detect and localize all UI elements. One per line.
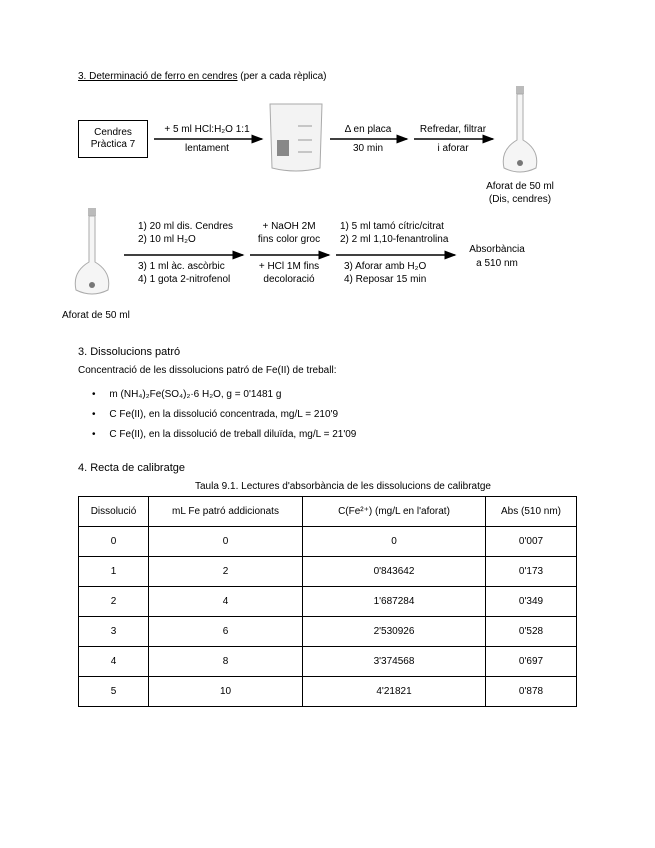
patro-bullets <box>92 385 356 445</box>
bullet-text: C Fe(II), en la dissolució concentrada, mg/L = 210'9 <box>109 409 339 420</box>
table-caption: Taula 9.1. Lectures d'absorbància de les dissolucions de calibratge <box>195 481 491 492</box>
caption-line: Aforat de 50 ml <box>486 181 554 192</box>
line: decoloració <box>263 274 315 285</box>
box-line: Pràctica 7 <box>90 139 136 150</box>
table-cell: 3'374568 <box>303 647 486 677</box>
table-header-row <box>79 497 577 527</box>
table-cell: 0'878 <box>486 677 577 707</box>
table-cell: 0'528 <box>486 617 577 647</box>
step3-below: i aforar <box>437 143 469 154</box>
line: 1) 20 ml dis. Cendres <box>138 221 234 232</box>
table-cell: 4 <box>149 587 303 617</box>
section-title-patro: 3. Dissolucions patró <box>78 346 181 358</box>
table-cell: 0'173 <box>486 557 577 587</box>
table-cell: 0'007 <box>486 527 577 557</box>
patro-intro: Concentració de les dissolucions patró de Fe(II) de treball: <box>78 365 337 376</box>
table-cell: 0 <box>303 527 486 557</box>
bullet-text: C Fe(II), en la dissolució de treball diluïda, mg/L = 21'09 <box>109 429 357 440</box>
line: 1) 5 ml tamó cítric/citrat <box>340 221 444 232</box>
line: Absorbància <box>469 244 525 255</box>
table-cell: 2 <box>149 557 303 587</box>
line: 2) 10 ml H₂O <box>138 234 196 245</box>
table-row <box>79 527 577 557</box>
table-row <box>79 617 577 647</box>
caption-line: (Dis, cendres) <box>488 194 552 205</box>
bullet-item: • C Fe(II), en la dissolució de treball diluïda, mg/L = 21'09 <box>92 429 357 440</box>
table-cell: 5 <box>79 677 149 707</box>
table-cell: 8 <box>149 647 303 677</box>
table-cell: 2 <box>79 587 149 617</box>
table-cell: 4 <box>79 647 149 677</box>
line: + HCl 1M fins <box>258 261 320 272</box>
table-row <box>79 677 577 707</box>
line: a 510 nm <box>476 258 518 269</box>
step2-above: Δ en placa <box>344 124 392 135</box>
title-main: 3. Determinació de ferro en cendres <box>78 71 238 82</box>
bullet-text: m (NH₄)₂Fe(SO₄)₂·6 H₂O, g = 0'1481 g <box>109 389 282 400</box>
table-row <box>79 587 577 617</box>
header-cell: C(Fe²⁺) (mg/L en l'aforat) <box>303 497 486 527</box>
table-cell: 2'530926 <box>303 617 486 647</box>
step5-above <box>250 220 328 246</box>
header-cell: Dissolució <box>79 497 149 527</box>
step6-below <box>344 260 426 286</box>
table-cell: 1'687284 <box>303 587 486 617</box>
beaker-icon <box>270 104 322 171</box>
flask1-caption <box>480 180 560 206</box>
table-row <box>79 557 577 587</box>
step2-below: 30 min <box>352 143 383 154</box>
table-cell: 10 <box>149 677 303 707</box>
line: + NaOH 2M <box>262 221 316 232</box>
step5-below <box>250 260 328 286</box>
calibration-table <box>78 496 577 707</box>
step1-below: lentament <box>185 143 229 154</box>
step3-above: Refredar, filtrar <box>419 124 487 135</box>
table-cell: 6 <box>149 617 303 647</box>
table-cell: 4'21821 <box>303 677 486 707</box>
flask2-caption: Aforat de 50 ml <box>62 310 130 321</box>
step6-above <box>340 220 448 246</box>
title-sub: (per a cada rèplica) <box>237 71 327 82</box>
table-cell: 0'843642 <box>303 557 486 587</box>
line: 4) 1 gota 2-nitrofenol <box>138 274 231 285</box>
header-cell: Abs (510 nm) <box>486 497 577 527</box>
table-cell: 1 <box>79 557 149 587</box>
table-cell: 0'697 <box>486 647 577 677</box>
line: 3) 1 ml àc. ascòrbic <box>138 261 225 272</box>
box-line: Cendres <box>94 127 132 138</box>
table-row <box>79 647 577 677</box>
line: fins color groc <box>257 234 321 245</box>
volumetric-flask-icon <box>75 208 109 294</box>
step4-above <box>138 220 233 246</box>
line: 3) Aforar amb H₂O <box>344 261 427 272</box>
line: 4) Reposar 15 min <box>344 274 427 285</box>
step4-below <box>138 260 230 286</box>
header-cell: mL Fe patró addicionats <box>149 497 303 527</box>
volumetric-flask-icon <box>503 86 537 172</box>
section-title-calibration: 4. Recta de calibratge <box>78 462 186 474</box>
bullet-item: • C Fe(II), en la dissolució concentrada, mg/L = 210'9 <box>92 409 339 420</box>
table-cell: 0 <box>149 527 303 557</box>
table-cell: 0 <box>79 527 149 557</box>
bullet-item: • m (NH₄)₂Fe(SO₄)₂·6 H₂O, g = 0'1481 g <box>92 389 282 400</box>
step1-above: + 5 ml HCl:H₂O 1:1 <box>164 124 250 135</box>
table-cell: 3 <box>79 617 149 647</box>
line: 2) 2 ml 1,10-fenantrolina <box>340 234 449 245</box>
table-cell: 0'349 <box>486 587 577 617</box>
result-label <box>462 243 532 271</box>
